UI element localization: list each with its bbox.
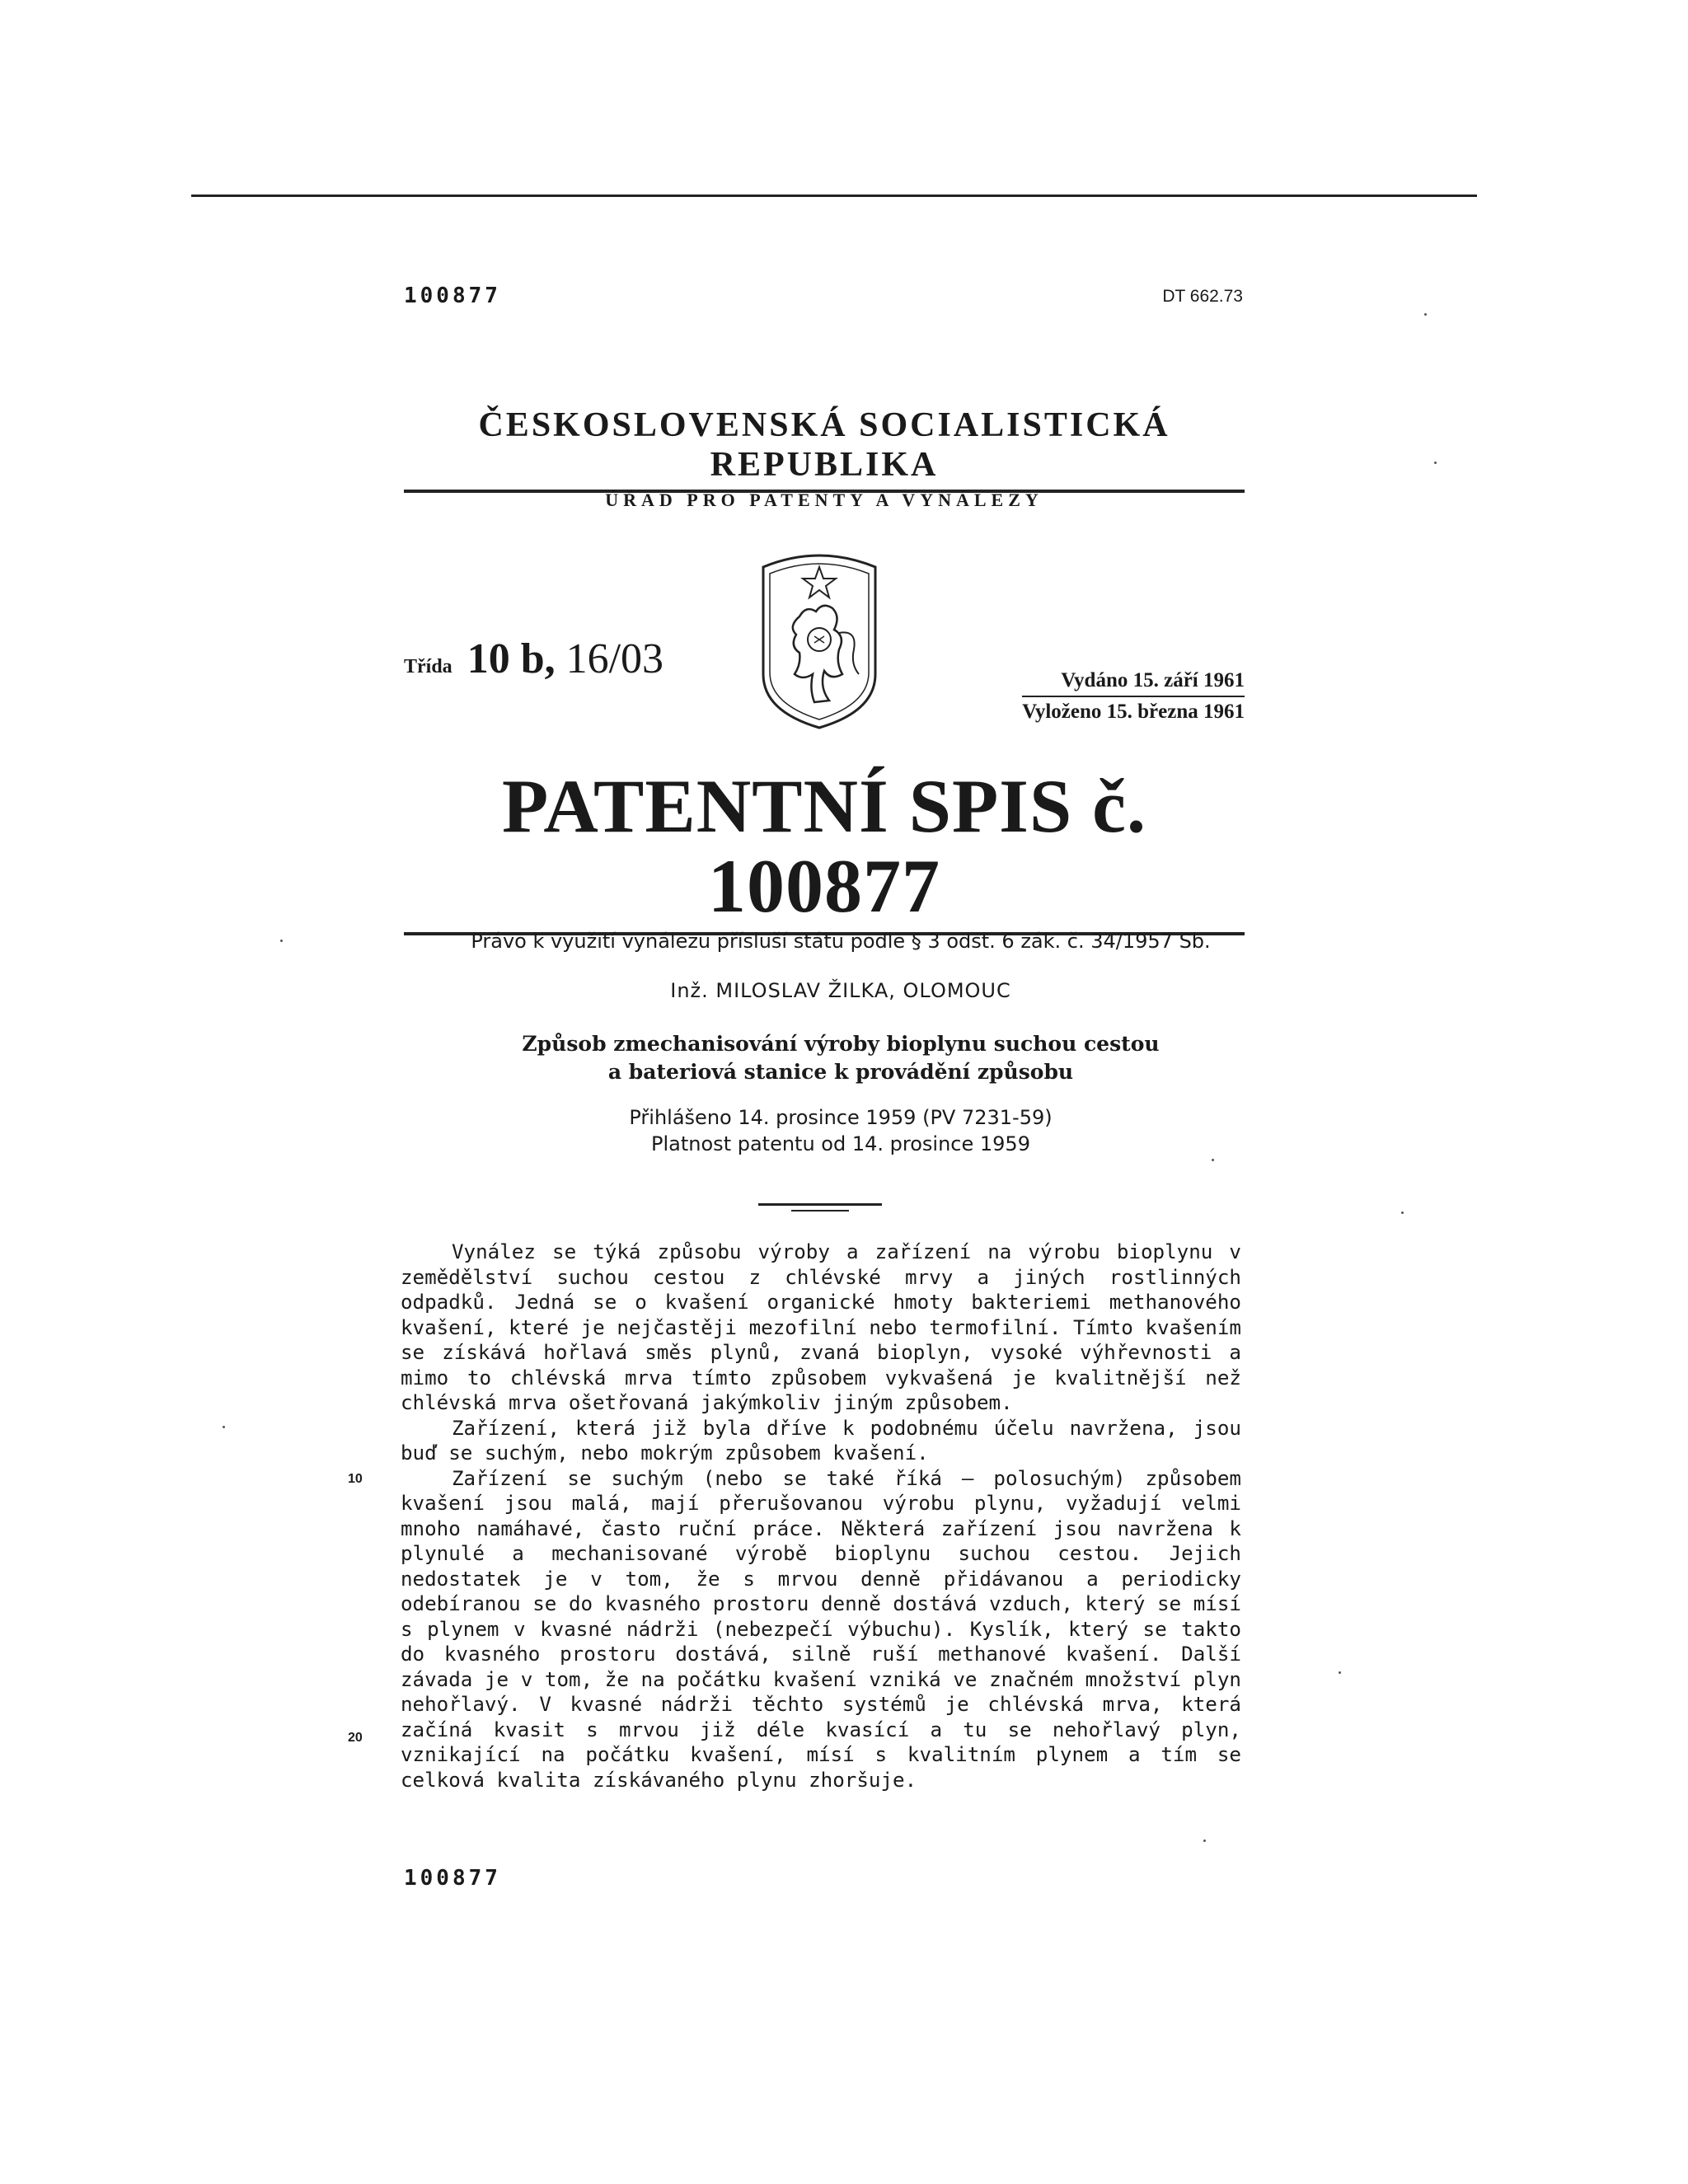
validity-date: Platnost patentu od 14. prosince 1959 <box>651 1132 1030 1156</box>
classification-sub: 16/03 <box>565 635 664 682</box>
top-rule <box>191 194 1477 197</box>
separator-rule <box>758 1203 882 1206</box>
scan-speck <box>1424 313 1427 316</box>
patent-title: PATENTNÍ SPIS č. 100877 <box>404 766 1245 935</box>
scan-speck <box>1434 462 1437 464</box>
laid-open-date: Vyloženo 15. března 1961 <box>1022 696 1245 727</box>
subject-line-2: a bateriová stanice k provádění způsobu <box>607 1059 1074 1084</box>
scan-speck <box>280 940 283 942</box>
header-doc-number: 100877 <box>404 284 501 308</box>
invention-subject <box>330 1030 1352 1086</box>
rights-statement: Právo k využití vynálezu přísluší státu podle § 3 odst. 6 zák. č. 34/1957 Sb. <box>471 930 1211 953</box>
paragraph-1: Vynález se týká způsobu výroby a zařízení na výrobu bioplynu v zemědělství suchou cestou z chlévské mrvy a jiných rostlinných odpadků. Jedná se o kvašení organické hmoty bakteriemi methanového kvašení, které je nejčastěji mezofilní nebo termofilní. Tímto kvašením se získává hořlavá směs plynů, zvaná bioplyn, vysoké výhřevnosti a mimo to chlévská mrva tímto způsobem vykvašená je kvalitnější než chlévská mrva ošetřovaná jakýmkoliv jiným způsobem. <box>401 1240 1241 1414</box>
office-heading: ÚŘAD PRO PATENTY A VYNÁLEZY <box>605 490 1043 510</box>
filing-info <box>330 1104 1352 1158</box>
filed-date: Přihlášeno 14. prosince 1959 (PV 7231-59) <box>629 1106 1053 1129</box>
paragraph-3: Zařízení se suchým (nebo se také říká — polosuchým) způsobem kvašení jsou malá, mají přerušovanou výrobu plynu, vyžadují velmi mnoho namáhavé, často ruční práce. Některá zařízení jsou navržena k plynulé a mechanisované výrobě bioplynu suchou cestou. Jejich nedostatek je v tom, že s mrvou denně přidávanou a periodicky odebíranou se do kvasného prostoru denně dostává vzduch, který se mísí s plynem v kvasné nádrži (nebezpečí výbuchu). Kyslík, který se takto do kvasného prostoru dostává, silně ruší methanové kvašení. Další závada je v tom, že na počátku kvašení vzniká ve značném množství plyn nehořlavý. V kvasné nádrži těchto systémů je chlévská mrva, která začíná kvasit s mrvou již déle kvasící a tu se nehořlavý plyn, vznikající na počátku kvašení, mísí s kvalitním plynem a tím se celková kvalita získávaného plynu zhoršuje. <box>401 1466 1241 1792</box>
classification-main: 10 b, <box>467 635 556 682</box>
description-body <box>401 1240 1241 1793</box>
separator-rule-short <box>791 1210 849 1212</box>
issued-date: Vydáno 15. září 1961 <box>1061 669 1245 691</box>
classification-value <box>467 635 663 682</box>
margin-line-number-20: 20 <box>348 1731 363 1745</box>
publication-dates <box>1022 666 1245 727</box>
scan-speck <box>223 1426 225 1428</box>
scan-speck <box>1401 1212 1404 1214</box>
classification-label: Třída <box>404 656 452 677</box>
paragraph-2: Zařízení, která již byla dříve k podobnému účelu navržena, jsou buď se suchým, nebo mokrým způsobem kvašení. <box>401 1416 1241 1465</box>
inventor: Inž. MILOSLAV ŽILKA, OLOMOUC <box>670 979 1011 1002</box>
state-emblem-icon <box>757 551 882 732</box>
scan-speck <box>1212 1159 1214 1161</box>
dt-code: DT 662.73 <box>1162 287 1243 306</box>
margin-line-number-10: 10 <box>348 1472 363 1486</box>
footer-doc-number: 100877 <box>404 1866 501 1891</box>
republic-heading: ČESKOSLOVENSKÁ SOCIALISTICKÁ REPUBLIKA <box>404 405 1245 493</box>
scan-speck <box>1203 1840 1206 1842</box>
subject-line-1: Způsob zmechanisování výroby bioplynu suchou cestou <box>522 1032 1160 1056</box>
classification <box>404 635 663 683</box>
scan-speck <box>1339 1671 1341 1674</box>
